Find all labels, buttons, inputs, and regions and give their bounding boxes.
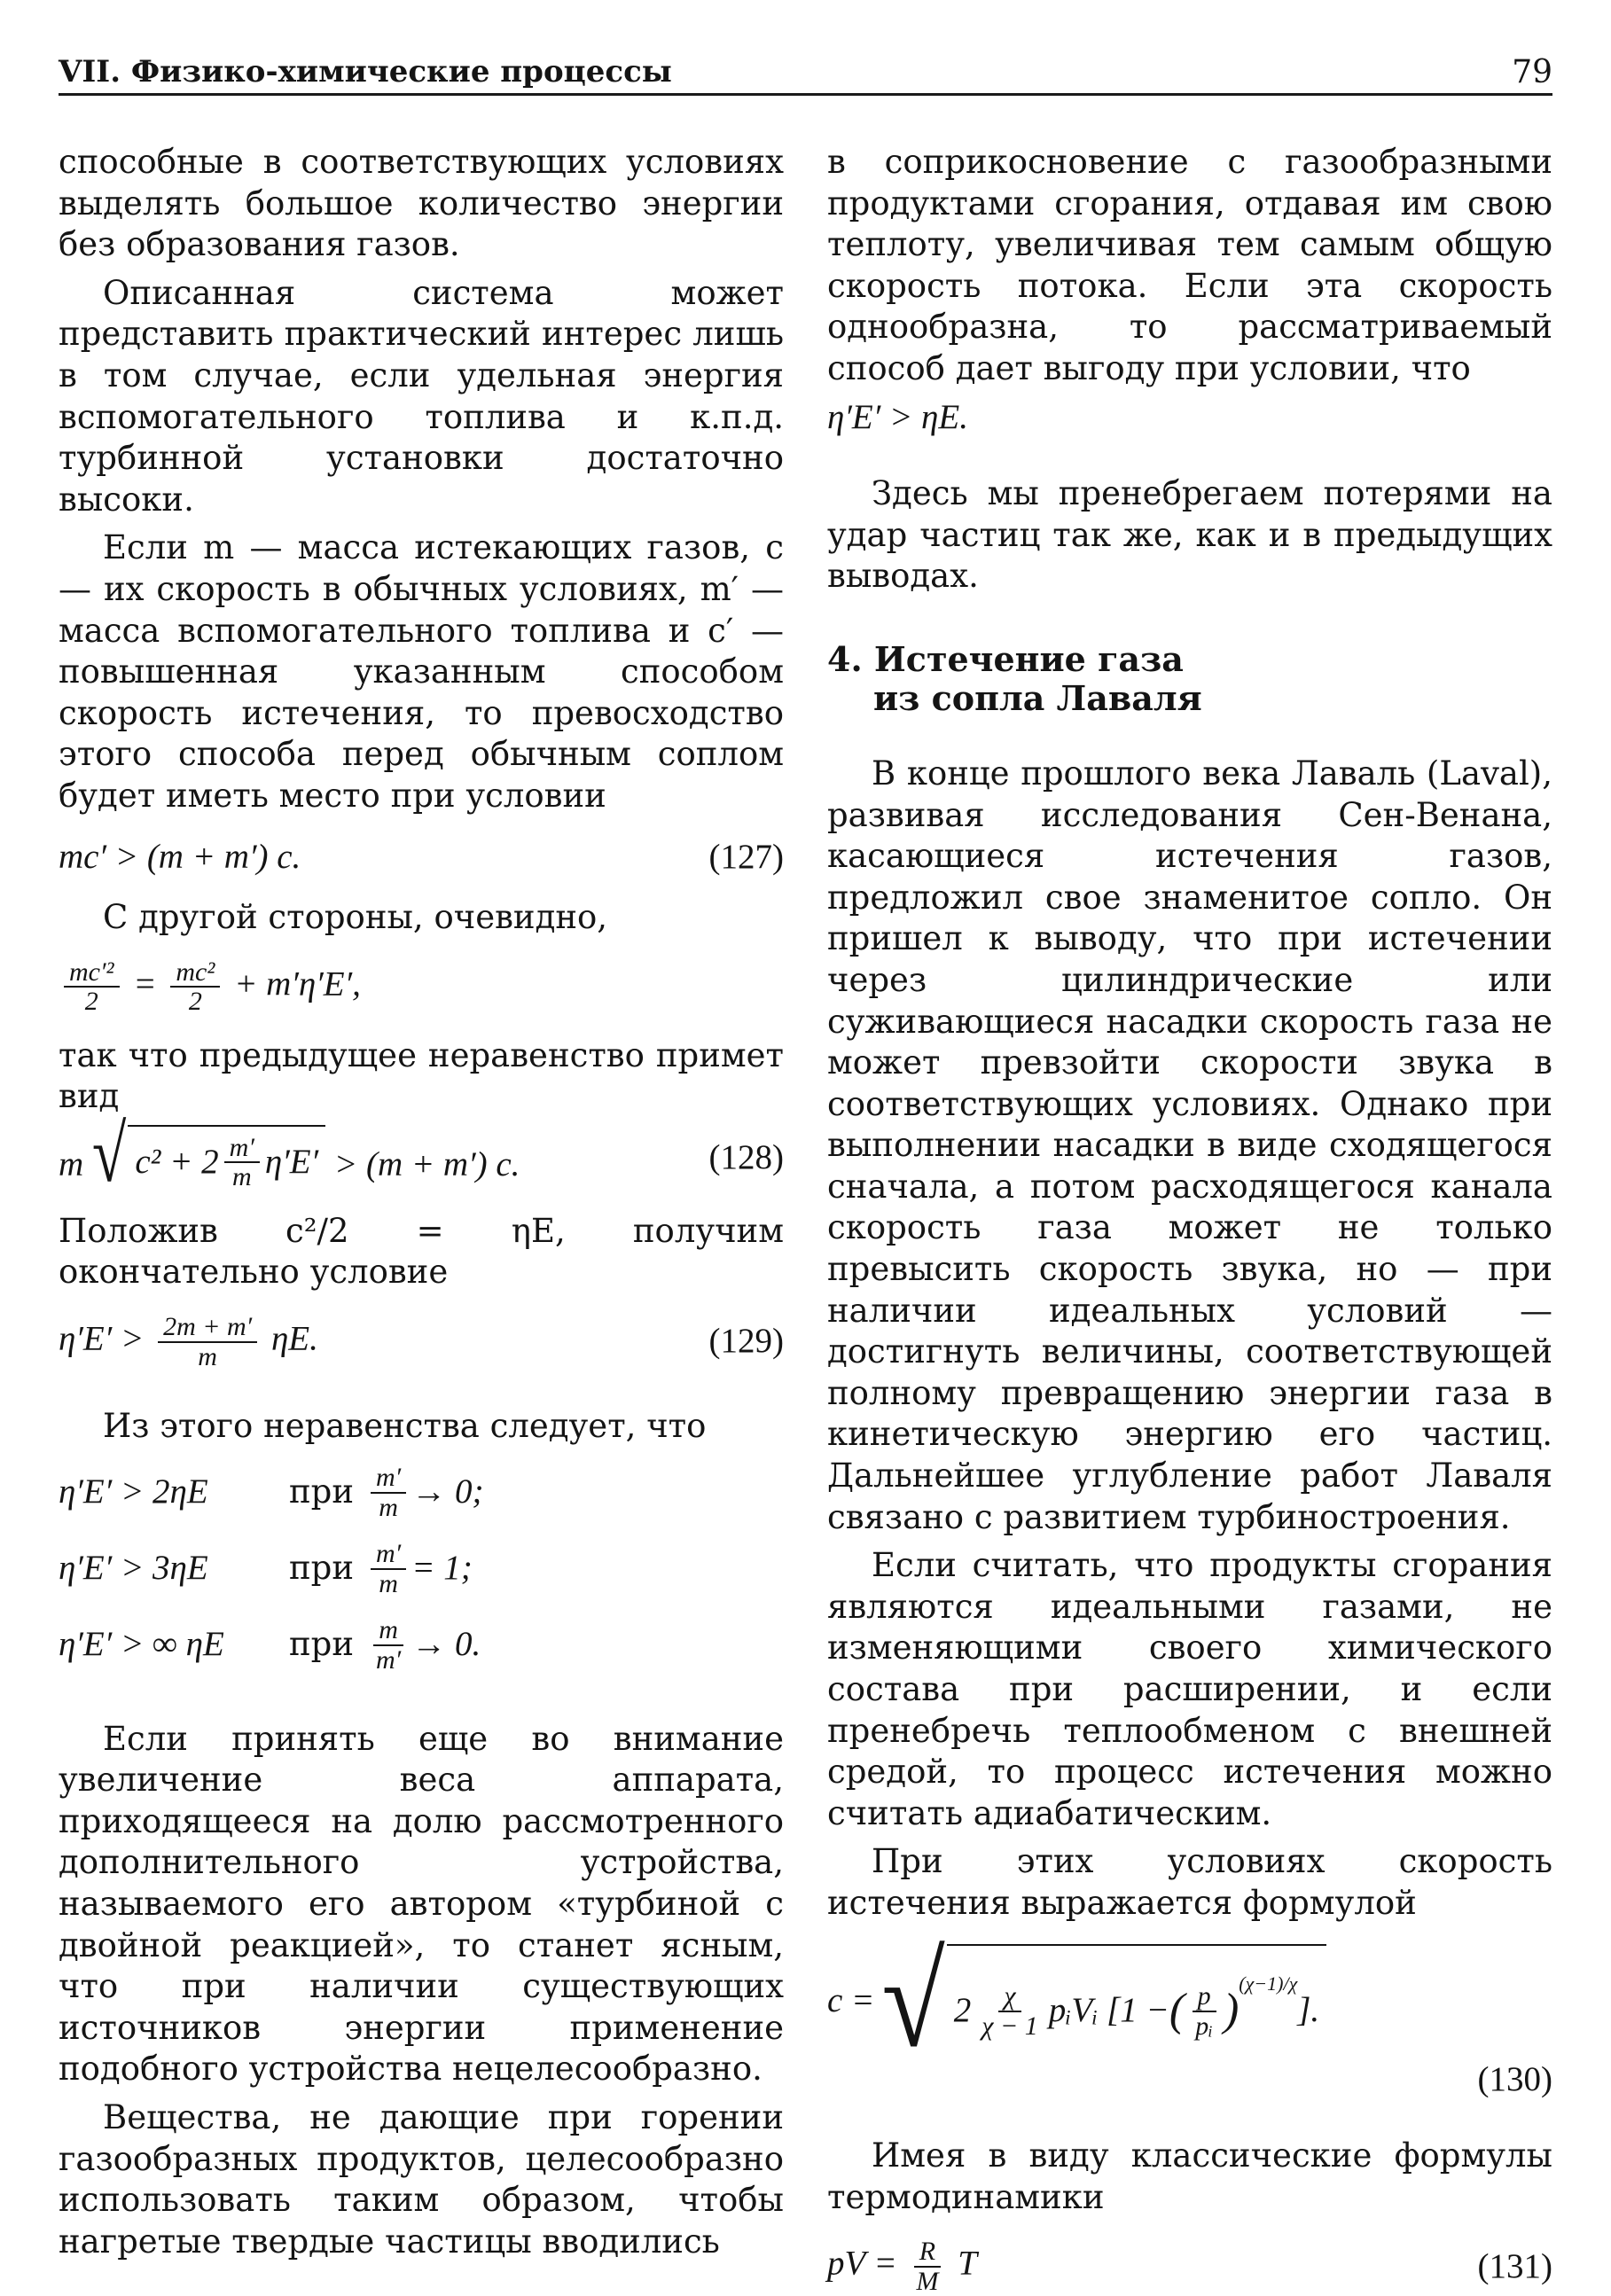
denominator: 2 bbox=[84, 987, 98, 1017]
equation-condition bbox=[827, 397, 1552, 439]
fraction bbox=[371, 1616, 406, 1674]
paragraph: Если m — масса истекающих газов, c — их скорость в обычных условиях, m′ — масса вспомогательного топлива и c′ — повышенная указанным способом скорость истечения, то превосходство этого способа перед обычным соплом будет иметь место при условии bbox=[59, 528, 784, 815]
word: при bbox=[289, 1472, 355, 1511]
term: ]. bbox=[1297, 1991, 1320, 2030]
word: при bbox=[289, 1549, 355, 1588]
fraction bbox=[911, 2237, 943, 2295]
section-title-line2: из сопла Лаваля bbox=[873, 677, 1202, 718]
radicand bbox=[947, 1944, 1326, 2059]
denominator: χ − 1 bbox=[981, 2011, 1038, 2041]
equation-127 bbox=[59, 837, 784, 879]
limit-cases bbox=[59, 1455, 784, 1683]
equation-number: (129) bbox=[708, 1322, 784, 1361]
limit-case bbox=[59, 1531, 784, 1607]
term: η′E′ > bbox=[59, 1319, 145, 1358]
inequality: η′E′ > ∞ ηE bbox=[59, 1625, 224, 1664]
numerator: m′ bbox=[371, 1540, 406, 1570]
term: 2 bbox=[953, 1991, 972, 2030]
fraction bbox=[224, 1134, 260, 1191]
radicand bbox=[128, 1125, 325, 1191]
paragraph: Описанная система может представить практический интерес лишь в том случае, если удельная энергия вспомогательного топлива и к.п.д. турбинной установки достаточно высоки. bbox=[59, 273, 784, 519]
limit-case bbox=[59, 1607, 784, 1683]
equation-129 bbox=[59, 1313, 784, 1371]
equation-128 bbox=[59, 1110, 784, 1199]
radical-sign: √ bbox=[881, 1927, 945, 2075]
term: c² + 2 bbox=[135, 1143, 219, 1182]
right-column bbox=[827, 142, 1552, 2295]
equation-number: (131) bbox=[1477, 2246, 1552, 2285]
paragraph: Имея в виду классические формулы термодинамики bbox=[827, 2136, 1552, 2216]
paragraph: в соприкосновение с газообразными продуктами сгорания, отдавая им свою теплоту, увеличивая тем самым общую скорость потока. Если эта скорость однообразна, то рассматриваемый способ дает выгоду при условии, что bbox=[827, 143, 1552, 387]
term: ηE. bbox=[270, 1319, 318, 1358]
exponent: (χ−1)/χ bbox=[1239, 1972, 1298, 1995]
equation-expression: mc′ > (m + m′) c. bbox=[59, 837, 301, 876]
denominator: m bbox=[198, 1341, 217, 1371]
radical-sign: √ bbox=[91, 1110, 127, 1199]
equation-number: (128) bbox=[708, 1138, 784, 1177]
equation-expression bbox=[59, 1313, 318, 1371]
equation-expression: η′E′ > ηE. bbox=[827, 397, 968, 436]
denominator: M bbox=[916, 2266, 939, 2296]
numerator: m′ bbox=[224, 1134, 260, 1164]
numerator: p bbox=[1193, 1982, 1216, 2012]
paragraph: Здесь мы пренебрегаем потерями на удар частиц так же, как и в предыдущих выводах. bbox=[827, 474, 1552, 596]
running-header bbox=[59, 49, 1552, 96]
running-title: VII. Физико-химические процессы bbox=[59, 54, 672, 90]
numerator: m′ bbox=[371, 1464, 406, 1494]
section-heading bbox=[827, 640, 1552, 718]
denominator: m′ bbox=[376, 1644, 402, 1675]
numerator: χ bbox=[998, 1982, 1021, 2012]
fraction bbox=[170, 958, 220, 1016]
paragraph: В конце прошлого века Лаваль (Laval), развивая исследования Сен-Венана, касающиеся истечения газов, предложил свое знаменитое сопло. Он пришел к выводу, что при истечении через цилиндрические или суживающиеся насадки скорость газа не может превзойти скорости звука в соответствующих условиях. Однако при выполнении насадки в виде сходящегося сначала, а потом расходящегося канала скорость газа может не только превысить скорость звука, но — при наличии идеальных условий — достигнуть величины, соответствующей полному превращению энергии газа в кинетическую энергию его частиц. Дальнейшее углубление работ Лаваля связано с развитием турбиностроения. bbox=[827, 754, 1552, 1536]
fraction bbox=[158, 1313, 257, 1371]
numerator: mc² bbox=[170, 958, 220, 988]
equation-expression bbox=[827, 2237, 977, 2295]
limit-case bbox=[59, 1455, 784, 1531]
section-title-line1: Истечение газа bbox=[873, 638, 1184, 679]
term: → 0; bbox=[411, 1472, 484, 1511]
paragraph: При этих условиях скорость истечения выражается формулой bbox=[827, 1842, 1552, 1922]
denominator: m bbox=[379, 1492, 398, 1522]
denominator: 2 bbox=[188, 987, 202, 1017]
term: m bbox=[59, 1144, 84, 1183]
numerator: mc′² bbox=[64, 958, 120, 988]
inequality: η′E′ > 2ηE bbox=[59, 1472, 208, 1511]
square-root bbox=[91, 1110, 325, 1199]
page-number: 79 bbox=[1512, 54, 1552, 90]
fraction bbox=[976, 1982, 1043, 2040]
numerator: 2m + m′ bbox=[158, 1313, 257, 1343]
left-column bbox=[59, 142, 784, 2262]
paragraph: способные в соответствующих условиях выделять большое количество энергии без образования газов. bbox=[59, 143, 784, 264]
equation-expression bbox=[59, 1110, 520, 1199]
operator: = bbox=[133, 964, 157, 1004]
denominator: m bbox=[231, 1162, 252, 1192]
paragraph: Вещества, не дающие при горении газообразных продуктов, целесообразно использовать таким образом, чтобы нагретые твердые частицы вводились bbox=[59, 2098, 784, 2261]
fraction bbox=[371, 1464, 406, 1521]
paragraph: так что предыдущее неравенство примет вид bbox=[59, 1035, 784, 1116]
inequality: η′E′ > 3ηE bbox=[59, 1549, 208, 1588]
square-root bbox=[881, 1927, 1326, 2075]
term: c = bbox=[827, 1981, 875, 2020]
equation-expression bbox=[59, 958, 361, 1016]
section-number: 4. bbox=[827, 638, 863, 679]
equation-expression bbox=[827, 1927, 1552, 2075]
paragraph: Если считать, что продукты сгорания являются идеальными газами, не изменяющими своего химического состава при расширении, и если пренебречь теплообменом с внешней средой, то процесс истечения можно считать адиабатическим. bbox=[827, 1546, 1552, 1832]
fraction bbox=[1190, 1982, 1218, 2040]
fraction bbox=[371, 1540, 406, 1597]
equation-number: (127) bbox=[708, 837, 784, 876]
numerator: m bbox=[373, 1616, 403, 1646]
term: > (m + m′) c. bbox=[333, 1144, 520, 1183]
fraction bbox=[64, 958, 120, 1016]
word: при bbox=[289, 1625, 355, 1664]
numerator: R bbox=[914, 2237, 941, 2268]
equation-131 bbox=[827, 2237, 1552, 2295]
term: → 0. bbox=[411, 1625, 481, 1664]
term: pV = bbox=[827, 2244, 897, 2283]
term: T bbox=[958, 2244, 977, 2283]
term: + m′η′E′, bbox=[234, 964, 361, 1004]
equation-energy bbox=[59, 958, 784, 1016]
denominator: m bbox=[379, 1568, 398, 1598]
equation-number: (130) bbox=[1477, 2059, 1552, 2098]
denominator: pᵢ bbox=[1195, 2011, 1213, 2041]
paragraph: Положив c²/2 = ηE, получим окончательно условие bbox=[59, 1211, 784, 1292]
term: = 1; bbox=[411, 1549, 473, 1588]
paragraph: Если принять еще во внимание увеличение веса аппарата, приходящееся на долю рассмотренного дополнительного устройства, называемого его автором «турбиной с двойной реакцией», то станет ясным, что при наличии существующих источников энергии применение подобного устройства нецелесообразно. bbox=[59, 1719, 784, 2089]
equation-130 bbox=[827, 1927, 1552, 2101]
paragraph: Из этого неравенства следует, что bbox=[103, 1407, 707, 1446]
paren-open: ( bbox=[1169, 1985, 1185, 2036]
paren-close: ) bbox=[1223, 1985, 1240, 2036]
term: η′E′ bbox=[264, 1143, 319, 1182]
term: pᵢVᵢ [1 − bbox=[1048, 1991, 1169, 2030]
paragraph: С другой стороны, очевидно, bbox=[103, 898, 608, 937]
